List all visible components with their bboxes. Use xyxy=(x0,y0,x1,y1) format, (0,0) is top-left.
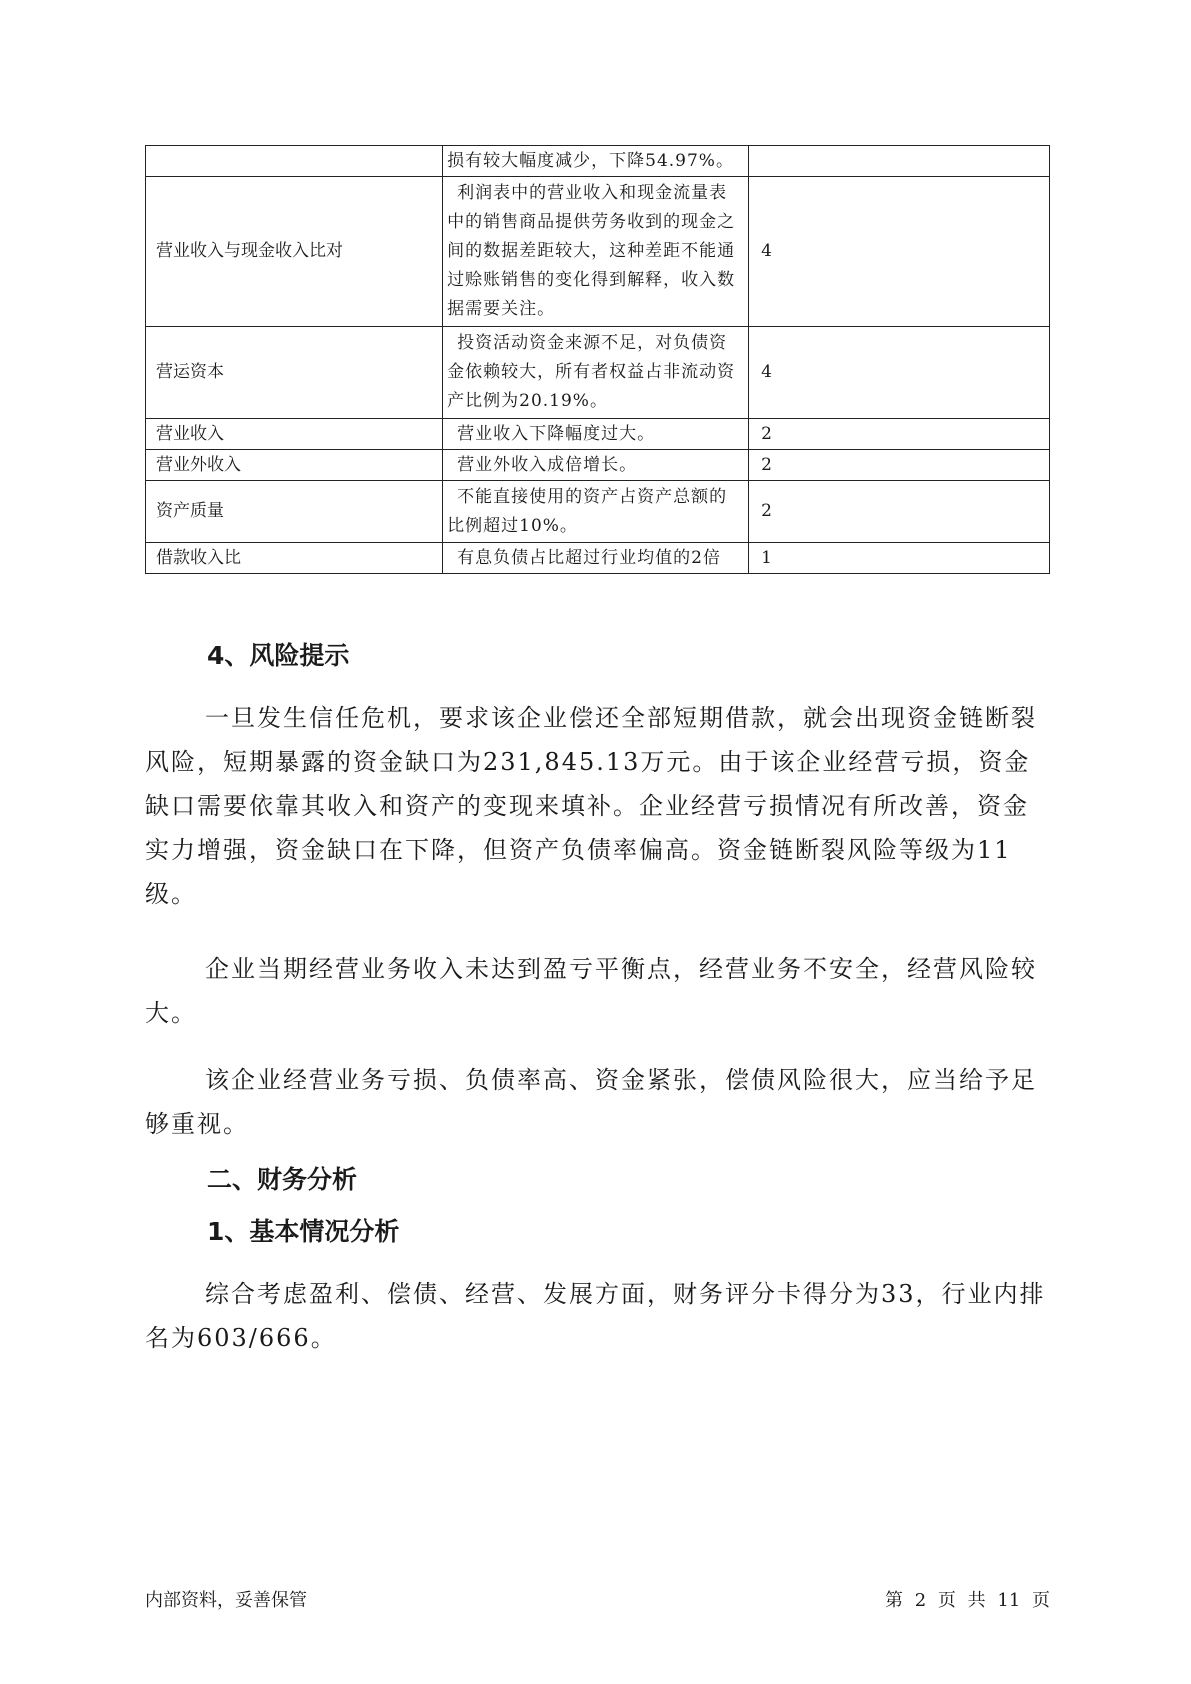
risk-paragraph-3: 该企业经营业务亏损、负债率高、资金紧张，偿债风险很大，应当给予足够重视。 xyxy=(145,1066,1037,1138)
footer-page-number: 第 2 页 共 11 页 xyxy=(885,1590,1050,1611)
indicator-cell: 营业外收入 xyxy=(146,450,443,481)
score-cell xyxy=(749,146,1050,177)
risk-section-heading: 4、风险提示 xyxy=(207,641,350,670)
risk-paragraph-2: 企业当期经营业务收入未达到盈亏平衡点，经营业务不安全，经营风险较大。 xyxy=(145,955,1037,1027)
description-cell: 有息负债占比超过行业均值的2倍 xyxy=(457,547,721,568)
score-cell: 4 xyxy=(749,177,1050,327)
description-cell: 营业外收入成倍增长。 xyxy=(457,454,638,475)
table-row xyxy=(146,450,1050,481)
indicator-cell: 营运资本 xyxy=(146,327,443,419)
risk-paragraph-1: 一旦发生信任危机，要求该企业偿还全部短期借款，就会出现资金链断裂风险，短期暴露的资金缺口为231,845.13万元。由于该企业经营亏损，资金缺口需要依靠其收入和资产的变现来填补。企业经营亏损情况有所改善，资金实力增强，资金缺口在下降，但资产负债率偏高。资金链断裂风险等级为11级。 xyxy=(145,704,1037,908)
description-cell: 利润表中的营业收入和现金流量表中的销售商品提供劳务收到的现金之间的数据差距较大，这种差距不能通过赊账销售的变化得到解释，收入数据需要关注。 xyxy=(447,183,736,319)
description-cell: 损有较大幅度减少，下降54.97%。 xyxy=(443,146,749,177)
finance-section-heading: 二、财务分析 xyxy=(207,1165,358,1194)
description-cell: 投资活动资金来源不足，对负债资金依赖较大，所有者权益占非流动资产比例为20.19%。 xyxy=(447,333,736,411)
indicator-cell: 借款收入比 xyxy=(146,543,443,574)
score-cell: 2 xyxy=(749,450,1050,481)
risk-indicator-table xyxy=(145,145,1050,574)
footer-confidential-note: 内部资料，妥善保管 xyxy=(145,1590,307,1611)
table-row xyxy=(146,177,1050,327)
table-row xyxy=(146,146,1050,177)
indicator-cell: 资产质量 xyxy=(146,481,443,543)
table-row xyxy=(146,419,1050,450)
score-cell: 2 xyxy=(749,481,1050,543)
description-cell: 不能直接使用的资产占资产总额的比例超过10%。 xyxy=(447,486,728,536)
basic-analysis-heading: 1、基本情况分析 xyxy=(207,1217,400,1246)
indicator-cell xyxy=(146,146,443,177)
basic-analysis-paragraph: 综合考虑盈利、偿债、经营、发展方面，财务评分卡得分为33，行业内排名为603/666。 xyxy=(145,1280,1046,1352)
table-row xyxy=(146,481,1050,543)
score-cell: 4 xyxy=(749,327,1050,419)
score-cell: 2 xyxy=(749,419,1050,450)
score-cell: 1 xyxy=(749,543,1050,574)
indicator-cell: 营业收入与现金收入比对 xyxy=(146,177,443,327)
indicator-cell: 营业收入 xyxy=(146,419,443,450)
table-row xyxy=(146,543,1050,574)
table-row xyxy=(146,327,1050,419)
description-cell: 营业收入下降幅度过大。 xyxy=(457,423,656,444)
